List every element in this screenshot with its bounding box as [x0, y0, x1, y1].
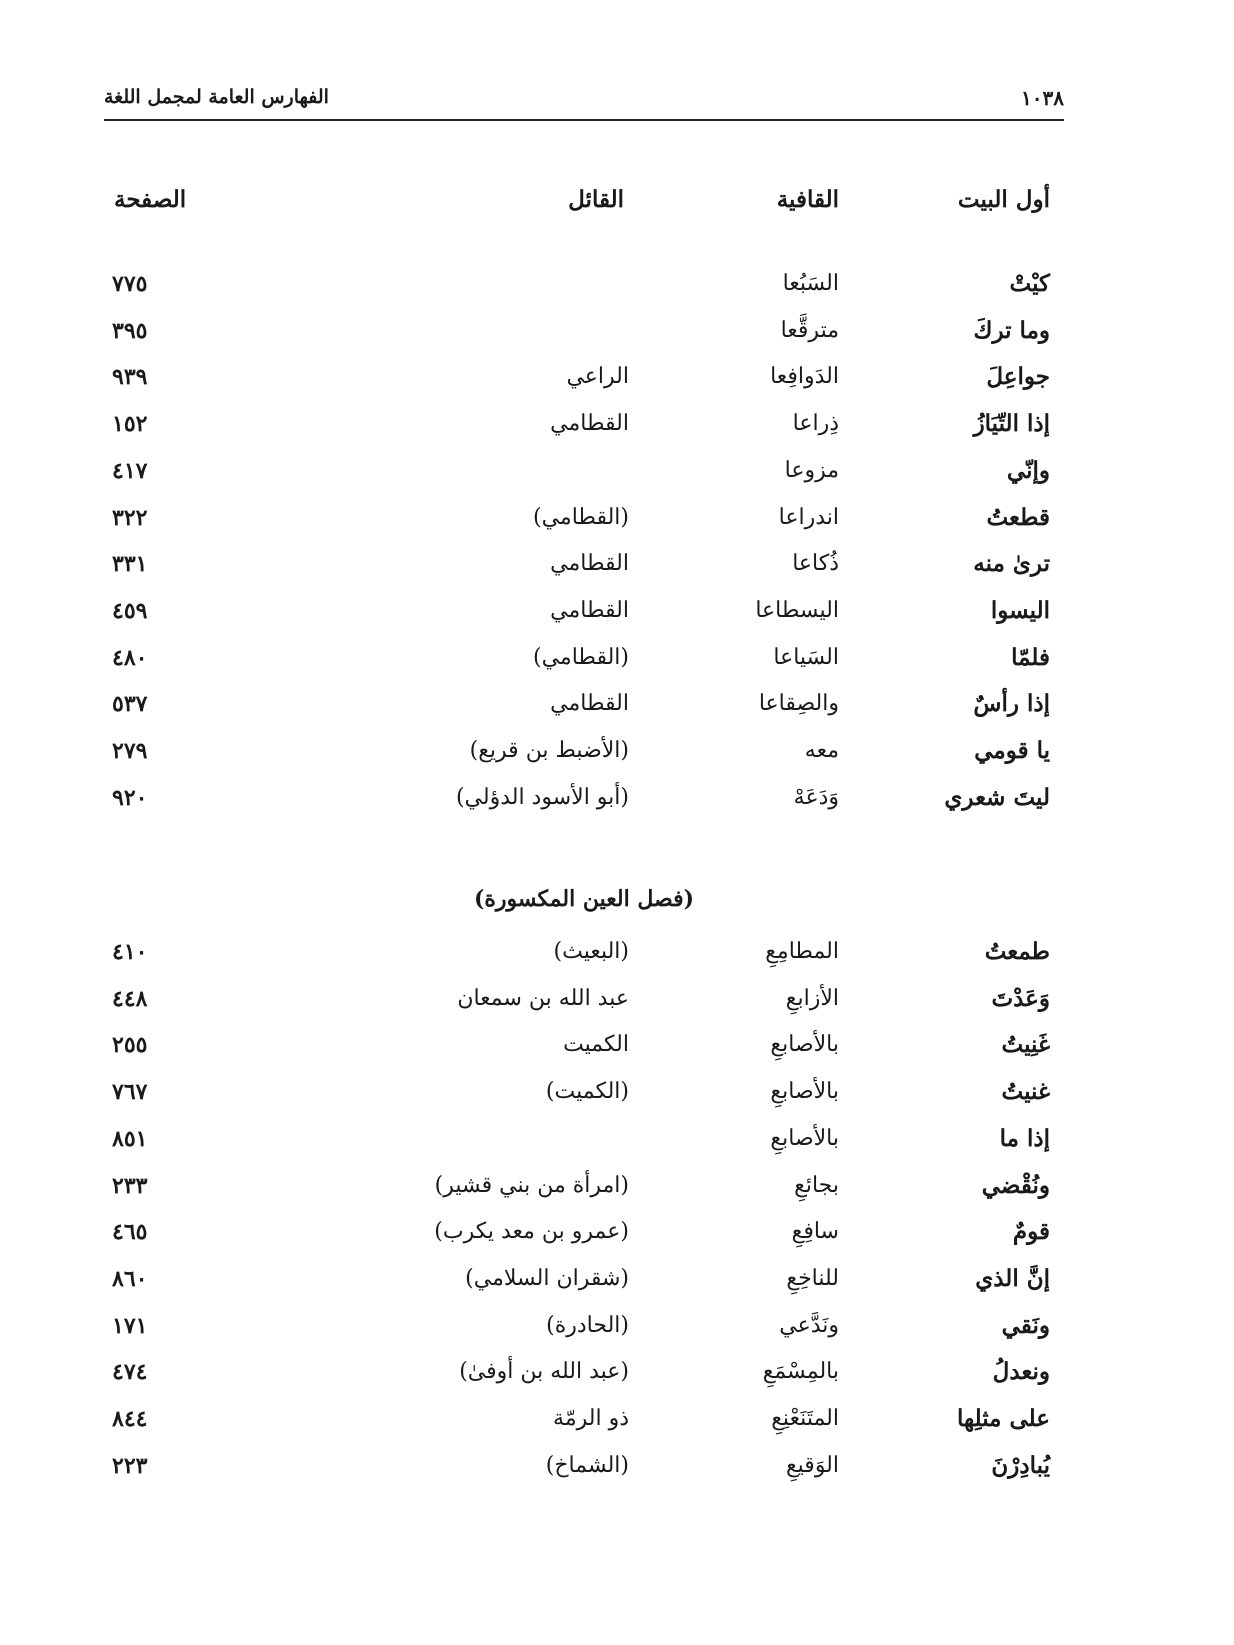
page-reference: ٨٤٤ — [112, 1406, 148, 1432]
verse-opening: إذا ما — [999, 1124, 1050, 1152]
running-header — [104, 86, 1064, 120]
poet-name: (القطامي) — [533, 644, 629, 670]
page-reference: ٣٣١ — [112, 551, 148, 578]
rhyme-word: الوَقيعِ — [785, 1452, 839, 1478]
poet-name: (القطامي) — [533, 504, 629, 530]
table-row — [104, 404, 1064, 444]
page-reference: ٤٦٥ — [112, 1219, 148, 1246]
poet-name: (عبد الله بن أوفىٰ) — [459, 1359, 629, 1385]
rhyme-word: بالمِسْمَعِ — [762, 1359, 839, 1385]
poet-name: القطامي — [550, 597, 629, 623]
rhyme-word: بجائعِ — [794, 1172, 839, 1198]
table-row — [104, 1025, 1064, 1065]
rhyme-word: ذُكاعا — [792, 551, 839, 577]
table-row — [104, 979, 1064, 1019]
table-row — [104, 1352, 1064, 1392]
table-row — [104, 451, 1064, 491]
verse-opening: فلمّا — [1011, 643, 1050, 671]
poet-name: (أبو الأسود الدؤلي) — [455, 784, 629, 810]
poet-name: (الكميت) — [545, 1079, 629, 1105]
rhyme-word: السَياعا — [773, 644, 839, 670]
table-row — [104, 731, 1064, 771]
poet-name: (الحادرة) — [546, 1312, 629, 1338]
table-row — [104, 498, 1064, 538]
table-row — [104, 1212, 1064, 1252]
verse-opening: على مثلِها — [957, 1405, 1050, 1432]
table-row — [104, 357, 1064, 397]
verse-opening: ليتَ شعري — [944, 783, 1050, 811]
rhyme-word: الأزابعِ — [785, 985, 839, 1011]
poet-name: (شقران السلامي) — [465, 1265, 629, 1291]
page-reference: ٤١٠ — [112, 939, 148, 965]
poet-name: (عمرو بن معد يكرب) — [434, 1219, 629, 1245]
column-header-rhyme: القافية — [776, 186, 839, 213]
poet-name: (الأضبط بن قريع) — [469, 738, 629, 763]
rhyme-word: سافِعِ — [791, 1219, 839, 1245]
verse-opening: إذا رأسٌ — [973, 690, 1050, 718]
verse-opening: وما تركَ — [973, 316, 1050, 344]
column-header-page: الصفحة — [114, 186, 187, 213]
rhyme-word: مترقَّعا — [780, 317, 839, 343]
rhyme-word: المطامِعِ — [765, 939, 839, 964]
table-row — [104, 1119, 1064, 1159]
rhyme-word: ذِراعا — [792, 411, 839, 437]
column-header-poet: القائل — [568, 186, 624, 213]
rhyme-word: بالأصابعِ — [770, 1125, 839, 1151]
verse-opening: ونَقي — [1001, 1311, 1050, 1339]
page-reference: ٤١٧ — [112, 457, 148, 484]
rhyme-word: مزوعا — [784, 457, 839, 483]
page-reference: ٩٣٩ — [112, 364, 148, 391]
rhyme-word: اندراعا — [778, 504, 839, 530]
table-row — [104, 544, 1064, 584]
page-number: ١٠٣٨ — [1021, 86, 1064, 110]
table-row — [104, 932, 1064, 972]
poet-name: (امرأة من بني قشير) — [434, 1172, 629, 1198]
page-reference: ٩٢٠ — [112, 784, 148, 811]
poet-name: القطامي — [550, 411, 629, 437]
poet-name: الراعي — [566, 364, 629, 390]
page-reference: ٢٢٣ — [112, 1452, 148, 1479]
rhyme-word: اليسطاعا — [755, 597, 839, 623]
rhyme-word: المتَنَعْنِعِ — [771, 1406, 839, 1431]
verse-opening: قطعتُ — [986, 503, 1050, 531]
page-reference: ١٧١ — [112, 1312, 148, 1339]
poet-name: الكميت — [563, 1032, 629, 1058]
table-row — [104, 1259, 1064, 1299]
section-title: (فصل العين المكسورة) — [473, 886, 695, 912]
page-reference: ٨٥١ — [112, 1125, 148, 1152]
table-row — [104, 638, 1064, 678]
table-row — [104, 1446, 1064, 1486]
table-row — [104, 1166, 1064, 1206]
rhyme-word: للناخِعِ — [786, 1265, 839, 1291]
table-row — [104, 311, 1064, 351]
verse-opening: كيْتْ — [1009, 270, 1050, 297]
page-reference: ٤٥٩ — [112, 597, 148, 624]
rhyme-word: معه — [804, 738, 839, 763]
rhyme-word: بالأصابعِ — [770, 1079, 839, 1105]
running-title: الفهارس العامة لمجمل اللغة — [104, 86, 329, 108]
poet-name: عبد الله بن سمعان — [457, 985, 629, 1011]
verse-opening: قومٌ — [1012, 1218, 1050, 1246]
verse-opening: غنيتُ — [1001, 1078, 1050, 1106]
rhyme-word: وَدَعَهْ — [793, 784, 839, 810]
page-reference: ٢٥٥ — [112, 1032, 148, 1059]
verse-opening: يا قومي — [974, 737, 1050, 764]
rhyme-word: السَبُعا — [782, 271, 839, 296]
rhyme-word: بالأصابعِ — [770, 1032, 839, 1058]
page-reference: ٧٦٧ — [112, 1079, 148, 1106]
rhyme-word: والصِقاعا — [758, 691, 839, 717]
verse-opening: طمعتُ — [984, 938, 1050, 965]
page-reference: ٤٧٤ — [112, 1359, 148, 1386]
poet-name: ذو الرمّة — [553, 1406, 629, 1431]
table-row — [104, 1399, 1064, 1439]
table-row — [104, 684, 1064, 724]
page-reference: ٢٣٣ — [112, 1172, 148, 1199]
page-reference: ١٥٢ — [112, 411, 148, 438]
column-header-first-of-verse: أول البيت — [957, 186, 1050, 213]
verse-opening: وَعَدْتَ — [991, 984, 1050, 1012]
table-row — [104, 1306, 1064, 1346]
poet-name: القطامي — [550, 691, 629, 717]
verse-opening: ونعدلُ — [992, 1358, 1050, 1386]
page-reference: ٣٢٢ — [112, 504, 148, 531]
page-reference: ٧٧٥ — [112, 271, 148, 297]
header-rule — [104, 119, 1064, 121]
verse-opening: إذا التّيَازُ — [973, 410, 1050, 438]
column-headers — [104, 180, 1064, 220]
verse-opening: إنَّ الذي — [975, 1264, 1050, 1292]
verse-opening: غَنِيتُ — [1001, 1031, 1050, 1059]
table-row — [104, 591, 1064, 631]
page-reference: ٢٧٩ — [112, 738, 148, 764]
verse-opening: وإنّي — [1006, 456, 1050, 484]
rhyme-word: الدَوافِعا — [770, 364, 839, 390]
verse-opening: ترىٰ منه — [973, 550, 1050, 578]
table-row — [104, 264, 1064, 304]
page-reference: ٨٦٠ — [112, 1265, 148, 1292]
page-reference: ٤٤٨ — [112, 985, 148, 1012]
poet-name: (الشماخ) — [545, 1452, 629, 1478]
verse-opening: يُبادِرْنَ — [991, 1451, 1050, 1479]
poet-name: القطامي — [550, 551, 629, 577]
page-reference: ٥٣٧ — [112, 691, 148, 718]
page-reference: ٣٩٥ — [112, 317, 148, 344]
table-row — [104, 778, 1064, 818]
verse-opening: اليسوا — [990, 596, 1050, 624]
rhyme-word: ونَدَّعي — [779, 1312, 839, 1338]
poet-name: (البعيث) — [553, 939, 629, 964]
verse-opening: جواعِلَ — [986, 363, 1050, 391]
page-reference: ٤٨٠ — [112, 644, 148, 671]
verse-opening: ونُقْضي — [981, 1171, 1050, 1199]
table-row — [104, 1072, 1064, 1112]
